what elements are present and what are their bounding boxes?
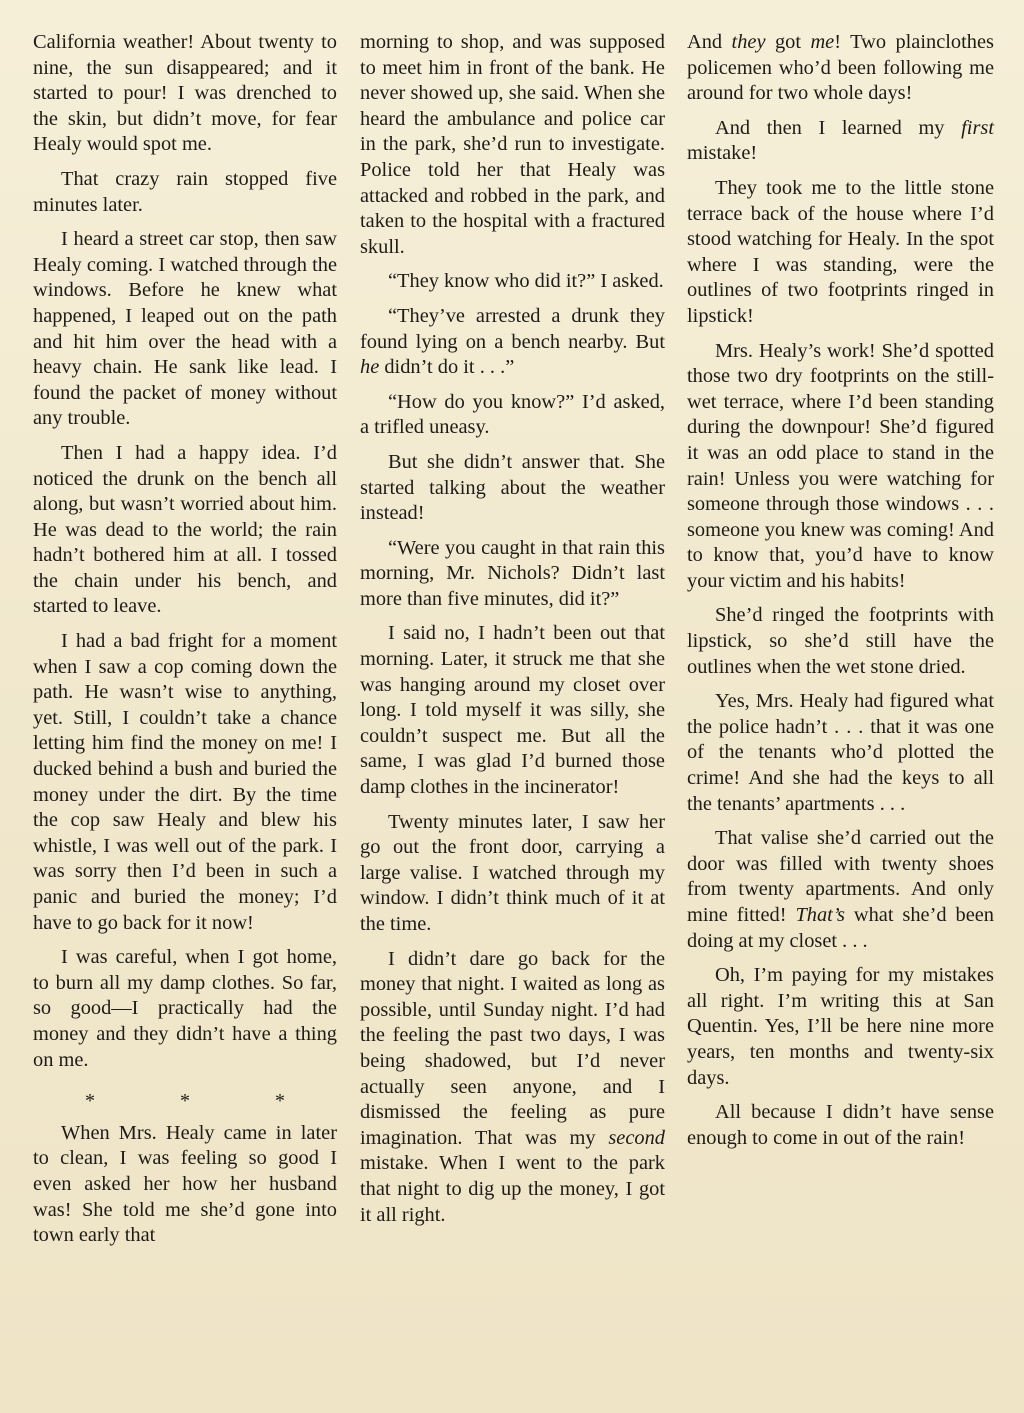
paragraph-text: I said no, I hadn’t been out that morning. Later, it struck me that she was hanging around my closet over long. I told myself it was silly, she couldn’t suspect me. But all the same, I was glad I’d burned those damp clothes in the incinerator! (360, 622, 665, 799)
paragraph-text: That crazy rain stopped five minutes later. (33, 167, 337, 216)
paragraph-text: “Were you caught in that rain this morning, Mr. Nichols? Didn’t last more than five minutes, did it?” (360, 536, 665, 610)
story-paragraph (360, 810, 665, 938)
paragraph-text: All because I didn’t have sense enough to come in out of the rain! (687, 1101, 994, 1149)
emphasized-text: second (608, 1126, 665, 1149)
paragraph-text: She’d ringed the footprints with lipstick, so she’d still have the outlines when the wet stone dried. (687, 604, 994, 678)
paragraph-text: They took me to the little stone terrace back of the house where I’d stood watching for Healy. In the spot where I was standing, were the outlines of two footprints ringed in lipstick! (687, 176, 994, 327)
paragraph-text: California weather! About twenty to nine, the sun disappeared; and it started to pour! I was drenched to the skin, but didn’t move, for fear Healy would spot me. (33, 31, 337, 156)
paragraph-text: I had a bad fright for a moment when I saw a cop coming down the path. He wasn’t wise to anything, yet. Still, I couldn’t take a chance letting him find the money on me! I ducked behind a bush and buried the money under the dirt. By the time the cop saw Healy and blew his whistle, I was well out of the park. I was sorry then I’d been in such a panic and buried the money; I’d have to go back for it now! (33, 630, 337, 934)
story-paragraph (687, 176, 994, 330)
paragraph-text: mistake! (687, 142, 758, 165)
paragraph-text: “They’ve arrested a drunk they found lying on a bench nearby. But (360, 304, 665, 353)
paragraph-text: I was careful, when I got home, to burn all my damp clothes. So far, so good—I practically had the money and they didn’t have a thing on me. (33, 946, 337, 1071)
paragraph-text: Twenty minutes later, I saw her go out the front door, carrying a large valise. I watched through my window. I didn’t think much of it at the time. (360, 810, 665, 935)
paragraph-text: what she’d been doing at my closet . . . (687, 904, 994, 952)
paragraph-text: Then I had a happy idea. I’d noticed the drunk on the bench all along, but wasn’t worried about him. He was dead to the world; the rain hadn’t bothered him at all. I tossed the chain under his bench, and started to leave. (33, 441, 337, 618)
text-column-2 (360, 30, 665, 1237)
paragraph-text: Yes, Mrs. Healy had figured what the police hadn’t . . . that it was one of the tenants who’d plotted the crime! And she had the keys to all the tenants’ apartments . . . (687, 690, 994, 815)
story-paragraph (33, 945, 337, 1073)
paragraph-text: ! Two plainclothes policemen who’d been following me around for two whole days! (687, 31, 994, 105)
story-paragraph (687, 963, 994, 1091)
paragraph-text: When Mrs. Healy came in later to clean, I was feeling so good I even asked her how her husband was! She told me she’d gone into town early that (33, 1121, 337, 1247)
paragraph-text: Oh, I’m paying for my mistakes all right. I’m writing this at San Quentin. Yes, I’ll be here nine more years, ten months and twenty-six days. (687, 964, 994, 1089)
paragraph-text: “How do you know?” I’d asked, a trifled uneasy. (360, 390, 665, 439)
story-paragraph (687, 826, 994, 954)
paragraph-text: Mrs. Healy’s work! She’d spotted those two dry footprints on the still-wet terrace, where I’d been standing during the downpour! She’d figured it was an odd place to stand in the rain! Unless you were watching for someone through those windows . . . someone you knew was coming! And to know that, you’d have to know your victim and his habits! (687, 339, 994, 592)
story-paragraph (687, 339, 994, 595)
paragraph-text: morning to shop, and was supposed to meet him in front of the bank. He never showed up, she said. When she heard the ambulance and police car in the park, she’d run to investigate. Police told her that Healy was attacked and robbed in the park, and taken to the hospital with a fractured skull. (360, 31, 665, 258)
emphasized-text: they (731, 31, 766, 53)
story-paragraph (360, 269, 665, 295)
emphasized-text: he (360, 356, 380, 379)
section-separator: * * * (85, 1090, 325, 1113)
story-paragraph (360, 390, 665, 441)
emphasized-text: first (961, 116, 994, 139)
text-column-1 (33, 30, 337, 1258)
story-paragraph (360, 304, 665, 381)
story-paragraph (33, 629, 337, 936)
emphasized-text: That’s (795, 904, 845, 926)
paragraph-text: I didn’t dare go back for the money that night. I waited as long as possible, until Sunday night. I’d had the feeling the past two days, I was being shadowed, but I’d never actually seen anyone, and I dismissed the feeling as pure imagination. That was my (360, 947, 665, 1149)
story-paragraph (360, 621, 665, 800)
paragraph-text: “They know who did it?” I asked. (388, 270, 664, 293)
paragraph-text: got (765, 31, 811, 53)
paragraph-text: didn’t do it . . .” (379, 356, 515, 379)
story-paragraph (33, 227, 337, 432)
emphasized-text: me (810, 31, 835, 53)
paragraph-text: And then I learned my (715, 116, 962, 139)
story-paragraph (360, 536, 665, 613)
story-paragraph (687, 603, 994, 680)
story-paragraph (687, 1100, 994, 1151)
story-paragraph (33, 30, 337, 158)
story-paragraph (360, 30, 665, 260)
story-paragraph (360, 947, 665, 1229)
paragraph-text: And (687, 31, 732, 53)
paragraph-text: But she didn’t answer that. She started talking about the weather instead! (360, 450, 665, 525)
paragraph-text: mistake. When I went to the park that night to dig up the money, I got it all right. (360, 1152, 665, 1226)
paragraph-text: That valise she’d carried out the door was filled with twenty shoes from twenty apartments. And only mine fitted! (687, 827, 994, 926)
story-paragraph (687, 30, 994, 107)
paragraph-text: I heard a street car stop, then saw Healy coming. I watched through the windows. Before he knew what happened, I leaped out on the path and hit him over the head with a heavy chain. He sank like lead. I found the packet of money without any trouble. (33, 228, 337, 430)
story-paragraph (33, 1121, 337, 1249)
story-paragraph (33, 167, 337, 218)
text-column-3 (687, 30, 994, 1160)
story-paragraph (360, 450, 665, 527)
story-paragraph (33, 441, 337, 620)
story-paragraph (687, 689, 994, 817)
story-paragraph (687, 116, 994, 167)
